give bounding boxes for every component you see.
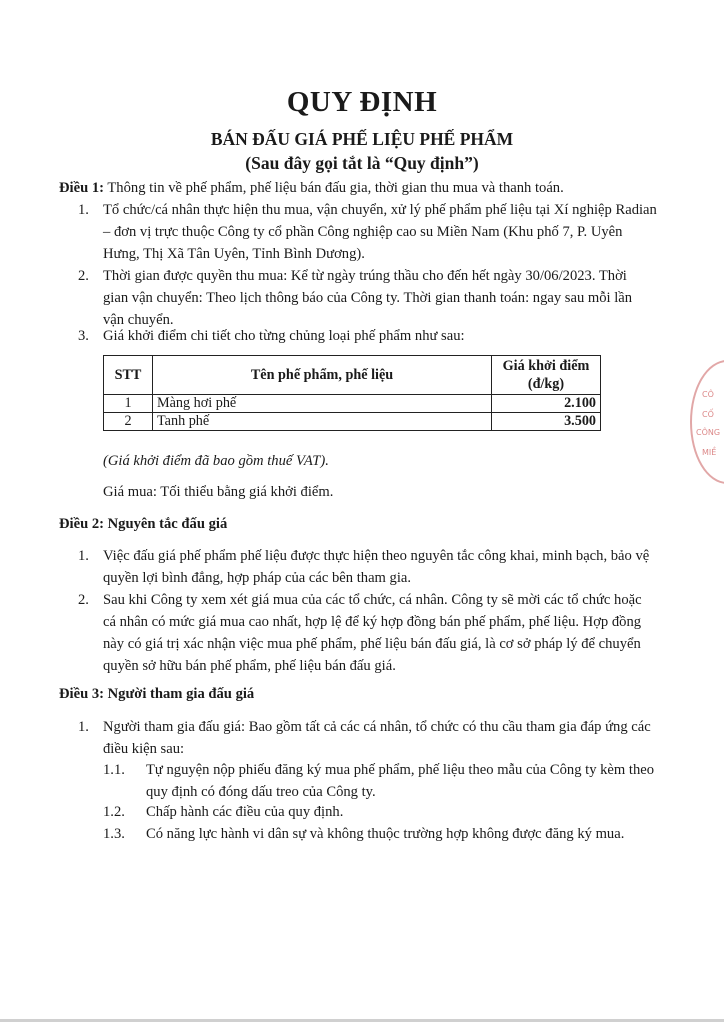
table-cell: Tanh phế xyxy=(153,413,492,431)
item-line: cá nhân có mức giá mua cao nhất, hợp lệ để ký hợp đồng bán phế phẩm, phế liệu. Hợp đồng xyxy=(103,614,642,630)
price-table xyxy=(103,355,601,431)
stamp-text: MIỀ xyxy=(702,448,717,457)
item-line: quyền lợi bình đẳng, hợp pháp của các bên tham gia. xyxy=(103,570,412,586)
article-2-heading: Điều 2: Nguyên tắc đấu giá xyxy=(59,516,228,532)
column-header-stt: STT xyxy=(104,356,153,395)
item-line: gian vận chuyển: Theo lịch thông báo của Công ty. Thời gian thanh toán: ngay sau mỗi lần xyxy=(103,290,633,306)
article-1-heading xyxy=(59,177,564,199)
item-line: quy định có đóng dấu treo của Công ty. xyxy=(146,784,376,800)
article-1-text: Thông tin về phế phẩm, phế liệu bán đấu gia, thời gian thu mua và thanh toán. xyxy=(104,180,564,196)
item-line: Tổ chức/cá nhân thực hiện thu mua, vận chuyển, xử lý phế phẩm phế liệu tại Xí nghiệp Radian xyxy=(103,202,657,218)
item-line: vận chuyển. xyxy=(103,312,174,328)
company-stamp xyxy=(690,360,724,484)
item-line: này có giá trị xác nhận việc mua phế phẩm, phế liệu bán đấu giá, là cơ sở pháp lý để chuyển xyxy=(103,636,641,652)
list-item xyxy=(103,545,649,589)
sub-list-item xyxy=(146,801,343,823)
item-line: Sau khi Công ty xem xét giá mua của các tổ chức, cá nhân. Công ty sẽ mời các tổ chức hoặc xyxy=(103,592,642,608)
table-cell: Màng hơi phế xyxy=(153,395,492,413)
minimum-price-text: Giá mua: Tối thiểu bằng giá khởi điểm. xyxy=(103,484,334,500)
item-number: 3. xyxy=(78,328,89,344)
table-row xyxy=(104,395,601,413)
price-note: (Giá khởi điểm đã bao gồm thuế VAT). xyxy=(103,453,329,469)
article-1-label: Điều 1: xyxy=(59,180,104,196)
sub-list-item xyxy=(146,759,654,803)
column-header-name: Tên phế phẩm, phế liệu xyxy=(153,356,492,395)
item-line: quyền sở hữu bán phế phẩm, phế liệu bán đấu giá. xyxy=(103,658,396,674)
stamp-text: CỐ xyxy=(702,410,714,419)
item-line: điều kiện sau: xyxy=(103,741,185,757)
page-title: QUY ĐỊNH xyxy=(286,86,438,118)
list-item xyxy=(103,589,642,677)
item-line: Giá khởi điểm chi tiết cho từng chủng loại phế phẩm như sau: xyxy=(103,328,465,344)
price-header-unit: (đ/kg) xyxy=(527,376,565,392)
list-item xyxy=(103,265,632,331)
sub-list-item xyxy=(146,823,624,845)
item-line: Việc đấu giá phế phẩm phế liệu được thực hiện theo nguyên tắc công khai, minh bạch, bảo vệ xyxy=(103,548,650,564)
item-number: 2. xyxy=(78,592,89,608)
table-cell: 2 xyxy=(104,413,153,431)
price-header-line: Giá khởi điểm xyxy=(502,358,590,374)
table-header-row xyxy=(104,356,601,395)
document-subtitle-note: (Sau đây gọi tắt là “Quy định”) xyxy=(245,153,479,173)
list-item xyxy=(103,716,651,760)
scan-footer-line xyxy=(0,1019,724,1022)
table-row xyxy=(104,413,601,431)
table-cell: 1 xyxy=(104,395,153,413)
table-cell: 2.100 xyxy=(492,395,601,413)
item-line: Hưng, Thị Xã Tân Uyên, Tỉnh Bình Dương). xyxy=(103,246,365,262)
item-number: 1. xyxy=(78,719,89,735)
item-line: Chấp hành các điều của quy định. xyxy=(146,804,344,820)
item-line: Thời gian được quyền thu mua: Kể từ ngày trúng thầu cho đến hết ngày 30/06/2023. Thời xyxy=(103,268,627,284)
subitem-number: 1.3. xyxy=(103,826,125,842)
item-line: – đơn vị trực thuộc Công ty cổ phần Công nghiệp cao su Miền Nam (Khu phố 7, P. Uyên xyxy=(103,224,623,240)
item-number: 1. xyxy=(78,202,89,218)
stamp-text: CÔ xyxy=(702,390,714,399)
list-item xyxy=(103,199,657,265)
item-line: Tự nguyện nộp phiếu đăng ký mua phế phẩm, phế liệu theo mẫu của Công ty kèm theo xyxy=(146,762,655,778)
item-number: 2. xyxy=(78,268,89,284)
document-subtitle: BÁN ĐẤU GIÁ PHẾ LIỆU PHẾ PHẨM xyxy=(210,129,514,149)
subitem-number: 1.1. xyxy=(103,762,125,778)
list-item xyxy=(103,325,465,347)
column-header-price xyxy=(492,356,601,395)
table-cell: 3.500 xyxy=(492,413,601,431)
item-line: Có năng lực hành vi dân sự và không thuộc trường hợp không được đăng ký mua. xyxy=(146,826,625,842)
article-3-heading: Điều 3: Người tham gia đấu giá xyxy=(59,686,255,702)
stamp-text: CÔNG xyxy=(696,428,721,437)
subitem-number: 1.2. xyxy=(103,804,125,820)
item-number: 1. xyxy=(78,548,89,564)
item-line: Người tham gia đấu giá: Bao gồm tất cả các cá nhân, tổ chức có thu cầu tham gia đáp ứng các xyxy=(103,719,651,735)
